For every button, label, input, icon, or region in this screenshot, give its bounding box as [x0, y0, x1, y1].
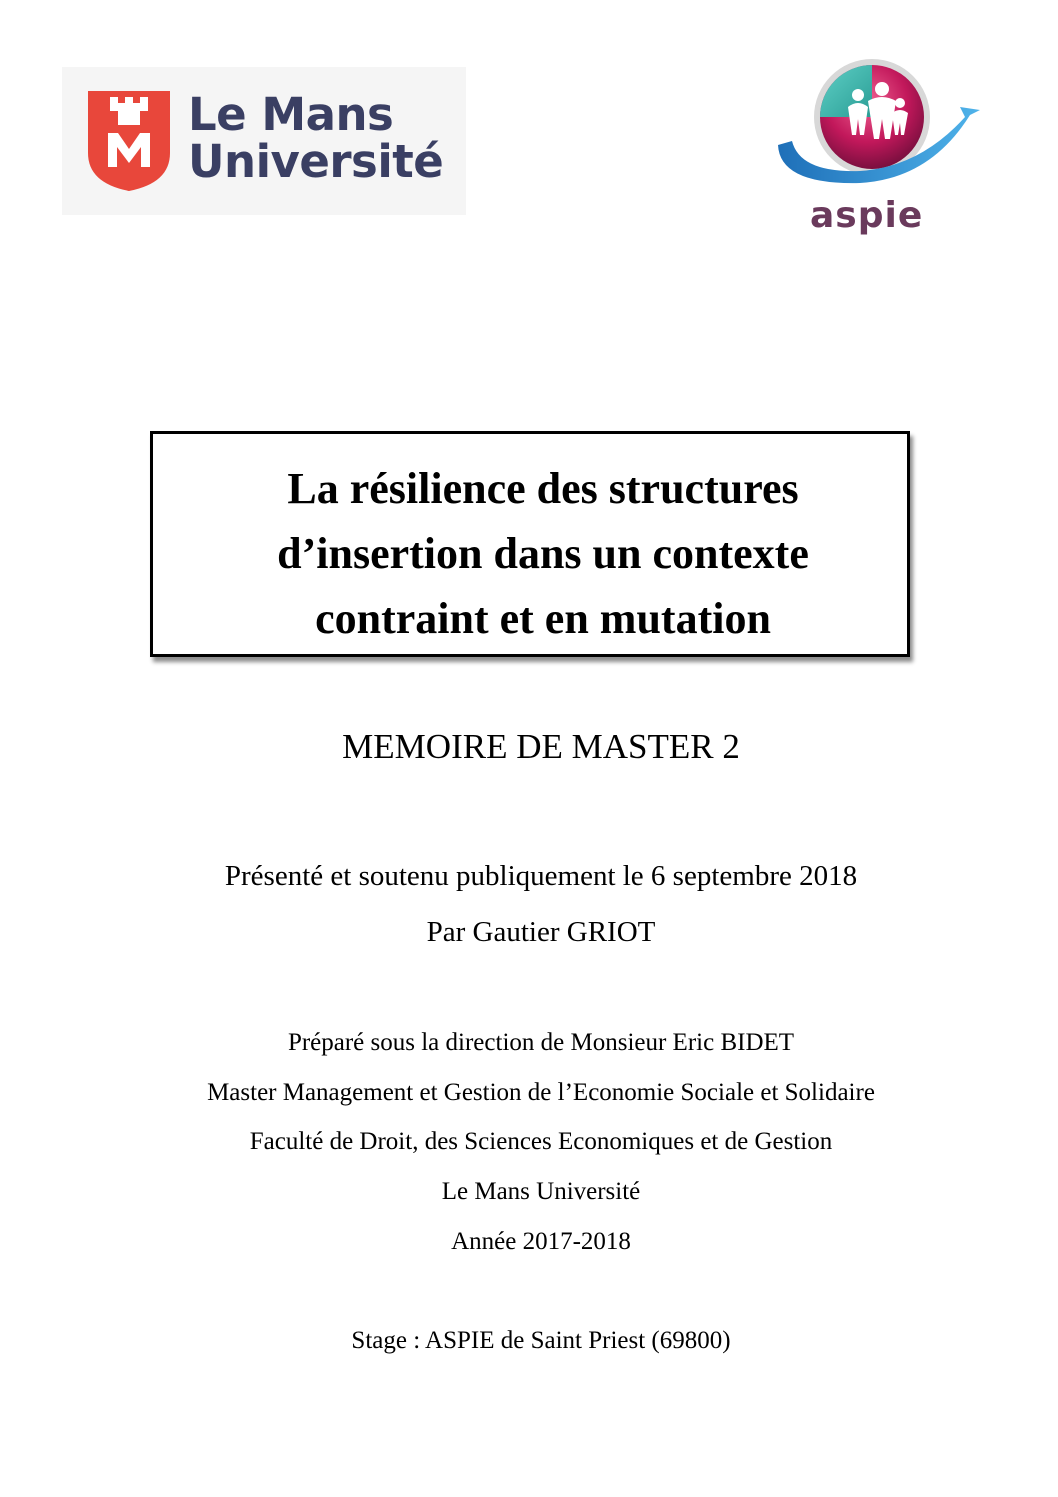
defense-date: Présenté et soutenu publiquement le 6 septembre 2018: [224, 860, 858, 892]
thesis-title-line1: La résilience des structures: [287, 464, 799, 513]
university-name-line1: Le Mans: [188, 88, 394, 141]
master-program: Master Management et Gestion de l’Economie Sociale et Solidaire: [207, 1079, 875, 1106]
aspie-wordmark: aspie: [810, 195, 924, 236]
university: Le Mans Université: [441, 1178, 641, 1205]
thesis-title: [193, 456, 893, 651]
aspie-logo: [770, 55, 985, 240]
supervisor: Préparé sous la direction de Monsieur Eric BIDET: [287, 1029, 795, 1056]
thesis-title-line2: d’insertion dans un contexte: [277, 529, 809, 578]
academic-year: Année 2017-2018: [451, 1228, 631, 1255]
title-box: [150, 431, 910, 657]
author: Par Gautier GRIOT: [426, 916, 656, 948]
university-name: [188, 88, 444, 188]
faculty: Faculté de Droit, des Sciences Economiques et de Gestion: [249, 1128, 833, 1155]
degree-subtitle: MEMOIRE DE MASTER 2: [342, 727, 740, 766]
thesis-title-line3: contraint et en mutation: [315, 594, 771, 643]
le-mans-shield-icon: [88, 91, 170, 191]
le-mans-universite-logo: [62, 67, 466, 215]
internship: Stage : ASPIE de Saint Priest (69800): [351, 1327, 731, 1354]
university-name-line2: Université: [188, 135, 444, 188]
